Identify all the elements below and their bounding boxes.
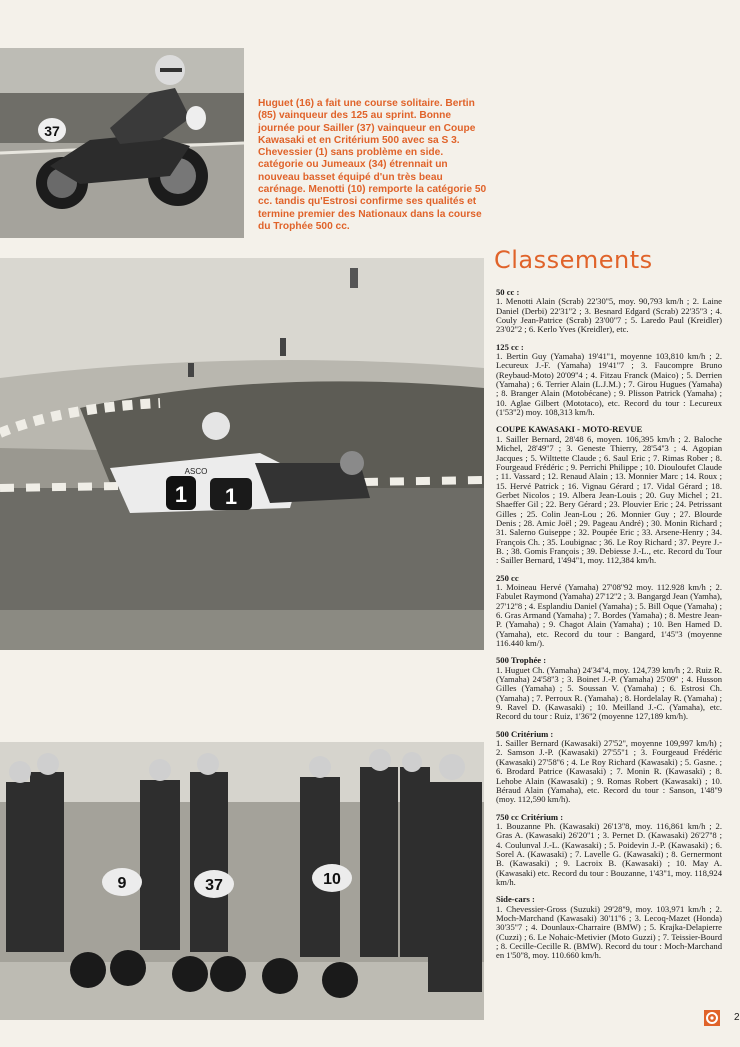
page-title: Classements [494,246,653,274]
category-title: COUPE KAWASAKI - MOTO-REVUE [496,424,643,435]
category-title: 50 cc : [496,287,520,297]
photo-sidecar [0,258,484,650]
bot-race-number-37: 37 [205,877,223,894]
category-title: 250 cc [496,572,519,583]
page-number: 2 [734,1012,740,1023]
bot-race-number-9: 9 [117,875,127,892]
results-block-500-criterium [496,730,722,805]
category-title: 500 Trophée : [496,655,547,666]
results-block-500-trophee [496,656,722,721]
results-block-125cc [496,343,722,418]
photo-rider-37 [0,48,244,238]
category-results: 1. Moineau Hervé (Yamaha) 27'08''92 moy. 112.928 km/h ; 2. Fabulet Raymond (Yamaha) 27'12''2 ; 3. Bangargd Jean (Yamha), 27'12''8 ; 4. Esplandiu Daniel (Yamaha) ; 5. Bill Oque (Yamaha) ; 6. Gras Armand (Yamaha) ; 7. Bordes (Yamaha) ; 8. Mestre Jean-P. (Yamaha) ; 9. Chagot Alain (Yamaha) ; 10. Ben Hamed D. (Yamaha), etc. Record du tour : Bangard, 1'45''3 (moyenne 116.440 km/). [496,581,722,649]
category-results: 1. Sailler Bernard (Kawasaki) 27'52'', moyenne 109,997 km/h) ; 2. Samson J.-P. (Kawasaki) 27'55''1 ; 3. Fourgeaud Frédéric (Kawasaki) 27'58''6 ; 4. Le Roy Richard (Kawasaki) ; 5. Gasne. ; 6. Brodard Patrice (Kawasaki) ; 7. Monin R. (Kawasaki) ; 8. Lehobe Alain (Kawasaki) ; 9. Romas Robert (Kawasaki) ; 10. Béraud Alain (Yamaha), etc. Record du tour : Sanson, 1'48''9 (moy. 112,590 km/h). [496,738,722,805]
sidecar-brand-label: ASCO [184,467,208,476]
top-race-number: 37 [44,123,60,139]
category-results: 1. Menotti Alain (Scrab) 22'30''5, moy. 90,793 km/h ; 2. Laine Daniel (Derbi) 22'31''2 ; 3. Besnard Edgard (Scrab) 22'35''3 ; 4. Couly Jean-Patrice (Scrab) 23'00''7 ; 5. Laredo Paul (Kreidler) 23'02''2 ; 6. Kerlo Yves (Kreidler), etc. [496,296,722,335]
results-column [496,288,722,969]
mid-race-number-2: 1 [224,484,238,509]
bot-race-number-10: 10 [323,871,341,888]
photo-paddock-group [0,742,484,1020]
category-results: 1. Huguet Ch. (Yamaha) 24'34''4, moy. 124,739 km/h ; 2. Ruiz R. (Yamaha) 24'58''3 ; 3. Boinet J.-P. (Yamaha) 25'09'' ; 4. Husson Gilles (Yamaha) ; 5. Soussan V. (Yamaha) ; 6. Estrosi Ch. (Yamaha) ; 7. Perroux R. (Yamaha) ; 8. Hordelalay R. (Yamaha) ; 9. Ravel D. (Kawasaki) ; 10. Meilland J.-C. (Yamaha), etc. Record du tour : Ruiz, 1'36''2 (moyenne 127,189 km/h). [496,664,722,722]
category-title: Side-cars : [496,894,535,905]
results-block-50cc [496,288,722,335]
results-block-coupe-kawasaki [496,425,722,565]
photo-caption: Huguet (16) a fait une course solitaire. Bertin (85) vainqueur des 125 au sprint. Bonne journée pour Sailler (37) vainqueur en Coupe Kawasaki et en Critérium 500 avec sa S 3. Chevessier (1) sans problème en side. catégorie ou Jumeaux (34) étrennait un nouveau basset équipé d'un très beau carénage. Menotti (10) remporte la catégorie 50 cc. tandis qu'Estrosi confirme ses qualités et termine premier des Nationaux dans la course du Trophée 500 cc. [258,98,487,232]
category-title: 750 cc Critérium : [496,811,564,822]
category-title: 125 cc : [496,341,524,352]
category-results: 1. Bouzanne Ph. (Kawasaki) 26'13''8, moy. 116,861 km/h ; 2. Gras A. (Kawasaki) 26'20''1 ; 3. Pernet D. (Kawasaki) 26'27''8 ; 4. Coulunval J.-L. (Kawasaki) ; 5. Poidevin J.-P. (Kawasaki) ; 6. Sorel A. (Kawasaki) ; 7. Lavelle G. (Kawasaki) ; 8. Gernermont B. (Kawasaki) ; 9. Lacroix B. (Kawasaki) ; 10. May A. (Kawasaki) etc. Record du tour : Bouzanne, 1'43''1, moy. 118,924 km/h. [496,820,722,887]
mid-race-number: 1 [174,482,188,507]
magazine-logo-icon [704,1010,720,1026]
results-block-side-cars [496,895,722,960]
results-block-750-criterium [496,813,722,888]
category-results: 1. Chevessier-Gross (Suzuki) 29'28''9, moy. 103,971 km/h ; 2. Moch-Marchand (Kawasaki) 30'11''6 ; 3. Lecoq-Mazet (Honda) 30'35''7 ; 4. Dounlaux-Charraire (BMW) ; 5. Krajka-Delapierre (Cuzzi) ; 6. Le Nohaic-Metivier (Moto Guzzi) ; 7. Teissier-Bourd ; 8. Cecille-Cecille R. (BMW). Record du tour : Moch-Marchand en 1'50''8, moy. 110.660 km/h. [496,903,722,961]
results-block-250cc [496,574,722,649]
category-results: 1. Sailler Bernard, 28'48 6, moyen. 106,395 km/h ; 2. Baloche Michel, 28'49''7 ; 3. Geneste Thierry, 28'54''3 ; 4. Agopian Jacques ; 5. Wilttette Claude ; 6. Saul Eric ; 7. Rimas Rober ; 8. Fourgeaud Frédéric ; 9. Perrichi Philippe ; 10. Diouloufet Claude ; 11. Vassard ; 12. Renaud Alain ; 13. Monnier Marc ; 14. Roux ; 15. Hervé Patrick ; 16. Vignau Gérard ; 17. Vidal Gérard ; 18. Gerbet Nicolos ; 19. Albera Jean-Louis ; 20. Guy Michel ; 21. Shaeffer Gil ; 22. Bery Gérard ; 23. Plouvier Eric ; 24. Petrissant Gilles ; 25. Colin Jean-Lou ; 26. Monnier Guy ; 27. Blourde Denis ; 28. Amic Joël ; 29. Pageau André) ; 30. Monin Richard ; 31. Salerno Guiseppe ; 32. Poupée Eric ; 33. Arsene-Henry ; 34. François Ch. ; 35. Loubignac ; 36. Le Roy Richard ; 37. Peyre J.-B. ; 38. Gomis François ; 39. Debiesse J.-L., etc. Record du Tour : Sailler Bernard, 1'494''1, moy. 112,384 km/h. [496,433,722,566]
category-title: 500 Critérium : [496,728,554,739]
category-results: 1. Bertin Guy (Yamaha) 19'41''1, moyenne 103,810 km/h ; 2. Lecureux J.-F. (Yamaha) 19'41''7 ; 3. Faucompre Bruno (Reybaud-Moto) 20'09''4 ; 4. Fitzau Franck (Maico) ; 5. Derrien (Yamaha) ; 6. Terrier Alain (L.J.M.) ; 7. Girou Hugues (Yamaha) ; 8. Branger Alain (Motobécane) ; 9. Plisson Patrick (Yamaha) ; 10. Aglae Gilbert (Mototaco), etc. Record du tour : Lecureux (1'53''2) moy. 108,313 km/h. [496,351,722,418]
